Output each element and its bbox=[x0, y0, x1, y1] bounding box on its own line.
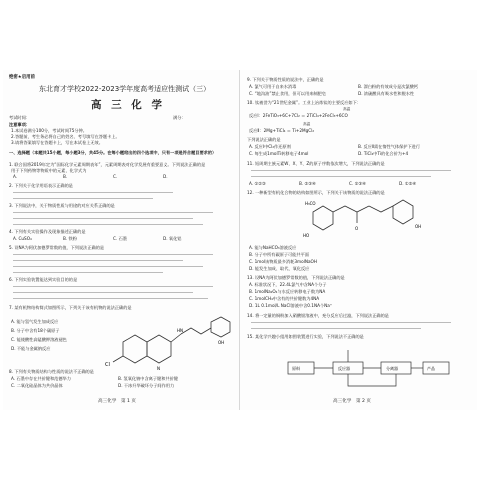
q10-option-c: C. 每生成1molTi转移电子4mol bbox=[249, 151, 309, 156]
q7-option-b: B. 分子中含有18个碳原子 bbox=[11, 328, 60, 333]
q7-option-c: C. 能使酸性高锰酸钾溶液褪色 bbox=[11, 337, 67, 342]
piperidine-ring bbox=[211, 317, 230, 337]
question-2: 2. 下列关于化学用语表示正确的是 bbox=[9, 183, 73, 188]
phenol-ring-right bbox=[393, 200, 413, 224]
q4-option-a: A. CuSO₄ bbox=[13, 236, 32, 241]
q1-option-a: A. bbox=[13, 174, 18, 179]
exam-header: 东北育才学校2022-2023学年度高考适应性测试（三） bbox=[39, 85, 211, 93]
question-4: 4. 下列有关实验操作及现象描述正确的是 bbox=[9, 229, 86, 234]
question-14: 14. 将一定量的铜粉加入硝酸银溶液中，充分反应后过滤，下列说法正确的是 bbox=[247, 313, 389, 318]
process-flow-diagram bbox=[283, 344, 453, 394]
ester-linkage bbox=[369, 206, 393, 212]
question-3-text-rule bbox=[13, 224, 203, 225]
quinoline-structure-figure bbox=[103, 312, 233, 377]
oh-label: OH bbox=[218, 340, 225, 345]
exam-sheet bbox=[3, 70, 477, 410]
page-footer: 高三化学 第 2 页 bbox=[333, 399, 372, 404]
question-6: 6. 下列实验装置能达到实验目的的是 bbox=[9, 277, 78, 282]
question-2-text-rule bbox=[13, 192, 173, 193]
full-score-label: 满分： bbox=[173, 115, 186, 120]
q4-option-c: C. 石墨 bbox=[113, 236, 127, 241]
question-2-text-rule bbox=[13, 198, 153, 199]
question-11: 11. 短周期主族元素W、X、Y、Z的原子序数依次增大，下列说法正确的是 bbox=[247, 161, 385, 166]
q12-option-b: B. 分子中所有碳原子可能共平面 bbox=[249, 252, 309, 257]
question-3: 3. 下列说法中，关于物质性质与用途的对应关系正确的是 bbox=[9, 203, 115, 208]
question-6-text-rule bbox=[13, 286, 213, 287]
q7-option-d: D. 不能与金属钠反应 bbox=[11, 346, 51, 351]
ester-structure-figure bbox=[303, 197, 453, 242]
q13-option-b: B. 1molNa₂O₂与水反应转移电子数为NA bbox=[249, 289, 326, 294]
question-12: 12. 一种新型有机化合物的结构如图所示，下列关于该物质的说法正确的是 bbox=[247, 190, 385, 195]
flow-label-separator: 分离器 bbox=[386, 366, 398, 371]
pyridine-ring bbox=[147, 335, 171, 363]
question-10: 10. 钛被誉为“21世纪金属”。工业上冶炼钛的主要反应如下： bbox=[247, 100, 361, 105]
cl-bond bbox=[113, 356, 123, 362]
q13-option-a: A. 标准状况下，22.4L氯气中含NA个分子 bbox=[249, 282, 327, 287]
q10-option-a: A. 反应Ⅰ中Cl₂作还原剂 bbox=[249, 144, 291, 149]
page-footer: 高三化学 第 1 页 bbox=[98, 399, 137, 404]
q4-option-b: B. 铁粉 bbox=[63, 236, 77, 241]
q10-option-d: D. TiCl₄中Ti的化合价为+4 bbox=[358, 151, 409, 156]
oh-label-right: OH bbox=[415, 224, 422, 229]
exam-page-1 bbox=[3, 70, 236, 410]
question-9: 9. 下列关于物质性质的说法中，正确的是 bbox=[247, 77, 324, 82]
flow-recycle-loop bbox=[348, 374, 396, 386]
equation-2: 反应Ⅱ：2Mg+TiCl₄ ＝ Ti+2MgCl₂ bbox=[249, 128, 315, 133]
nh-bond bbox=[171, 334, 181, 342]
question-5: 5. 设NA为阿伏加德罗常数的值，下列说法正确的是 bbox=[9, 245, 105, 250]
question-15: 15. 某化学兴趣小组用如图装置进行实验，下列说法不正确的是 bbox=[247, 334, 364, 339]
eq1-condition: 高温 bbox=[343, 107, 351, 111]
propenoate-chain bbox=[333, 206, 369, 212]
q11-option-d: D. ①②④ bbox=[399, 181, 417, 186]
page-fold-divider bbox=[239, 70, 240, 410]
q8-option-c: C. 二氧化硅晶体为共价晶体 bbox=[11, 383, 63, 388]
question-1: 1. 联合国将2019年定为“国际化学元素周期表年”，元素周期表对化学发展有重要意义。下列说法正确的是 bbox=[9, 162, 206, 167]
note-item: 2.答题前，考生务必将自己的姓名、考号填写在答题卡上。 bbox=[11, 134, 120, 139]
eq2-condition: 高温 bbox=[303, 122, 311, 126]
q12-option-c: C. 1mol该物质最多消耗3molNaOH bbox=[249, 259, 317, 264]
question-6-text-rule bbox=[13, 298, 208, 299]
q8-option-a: A. 石墨中存在共价键和范德华力 bbox=[11, 376, 71, 381]
q7-option-a: A. 能与氢气发生加成反应 bbox=[11, 319, 59, 324]
q11-option-b: B. ②③④ bbox=[299, 181, 316, 186]
q9-option-d: D. 浓硫酸具有吸水性和脱水性 bbox=[358, 91, 415, 96]
question-1-line2: 用于下列药物等物质中的元素，化学式为 bbox=[11, 168, 87, 173]
side-chain bbox=[181, 328, 211, 334]
section-heading: 一、选择题（本题共15小题，每小题3分，共45分。在每小题给出的四个选项中，只有一项是符合题目要求的） bbox=[9, 150, 217, 155]
question-10-subprompt: 下列说法正确的是 bbox=[247, 137, 281, 142]
methoxy-label: H₃CO bbox=[305, 201, 316, 206]
question-14-text-rule bbox=[251, 328, 421, 329]
carbonyl-o-label: O bbox=[355, 226, 359, 231]
exam-page-2 bbox=[243, 70, 476, 410]
question-11-text-rule bbox=[251, 170, 451, 171]
q9-option-a: A. 氯气可用于自来水消毒 bbox=[249, 84, 297, 89]
subject-title: 高 三 化 学 bbox=[91, 99, 165, 111]
q8-option-d: D. 干冰升华破坏分子间作用力 bbox=[118, 383, 175, 388]
secret-label: 绝密★启用前 bbox=[9, 75, 35, 80]
question-3-text-rule bbox=[13, 218, 193, 219]
equation-1: 反应Ⅰ：2FeTiO₃+6C+7Cl₂ ＝ 2TiCl₄+2FeCl₃+6CO bbox=[249, 113, 348, 118]
q10-option-b: B. 反应Ⅱ需在惰性气体保护下进行 bbox=[358, 144, 421, 149]
benzene-ring bbox=[123, 335, 147, 363]
question-3-text-rule bbox=[13, 212, 213, 213]
q1-option-b: B. bbox=[63, 174, 68, 179]
question-6-text-rule bbox=[13, 292, 193, 293]
question-5-text-rule bbox=[13, 266, 203, 267]
q4-option-d: D. 氧化铝 bbox=[163, 236, 182, 241]
q11-option-c: C. ①③④ bbox=[349, 181, 366, 186]
flow-label-reactor: 反应器 bbox=[338, 366, 350, 371]
note-item: 1.本试卷满分100分，考试时间75分钟。 bbox=[11, 128, 87, 133]
question-7: 7. 某有机物结构简式如图所示，下列关于该有机物的说法正确的是 bbox=[9, 305, 132, 310]
flow-label-raw: 原料 bbox=[292, 366, 300, 371]
q12-option-d: D. 能发生加成、取代、氧化反应 bbox=[249, 266, 310, 271]
question-5-text-rule bbox=[13, 254, 213, 255]
question-5-text-rule bbox=[13, 260, 183, 261]
q12-option-a: A. 能与NaHCO₃溶液反应 bbox=[249, 245, 297, 250]
q13-option-d: D. 1L 0.1mol/L NaCl溶液中含0.1NA个Na⁺ bbox=[249, 303, 333, 308]
q1-option-d: D. bbox=[163, 174, 168, 179]
q9-option-b: B. 漂白粉的有效成分是次氯酸钙 bbox=[358, 84, 418, 89]
notes-heading: 注意事项： bbox=[9, 122, 30, 127]
ho-label-left: HO bbox=[303, 233, 310, 238]
q8-option-b: B. 氢氧化钠中含离子键和共价键 bbox=[118, 376, 178, 381]
q13-option-c: C. 1molCH₄中含有的共价键数为4NA bbox=[249, 296, 320, 301]
q1-option-c: C. bbox=[113, 174, 118, 179]
flow-label-product: 产品 bbox=[427, 366, 435, 371]
cl-label: Cl bbox=[105, 362, 110, 368]
question-5-text-rule bbox=[13, 272, 163, 273]
q9-option-c: C. “地沟油”禁止食用，但可以用来制肥皂 bbox=[249, 91, 326, 96]
phenol-ring-left bbox=[313, 206, 333, 230]
question-13: 13. 设NA为阿伏加德罗常数的值，下列说法正确的是 bbox=[247, 275, 345, 280]
n-label: N bbox=[157, 366, 160, 371]
question-11-text-rule bbox=[251, 176, 431, 177]
exam-time-label: 考试时间： bbox=[9, 115, 30, 120]
q11-option-a: A. ①②③ bbox=[249, 181, 266, 186]
note-item: 3.请将答案填写在答题卡上，写在本试卷上无效。 bbox=[11, 140, 103, 145]
question-14-text-rule bbox=[251, 322, 451, 323]
question-8: 8. 下列有关物质结构与性质的说法不正确的是 bbox=[9, 369, 94, 374]
hn-label: HN bbox=[177, 328, 183, 333]
